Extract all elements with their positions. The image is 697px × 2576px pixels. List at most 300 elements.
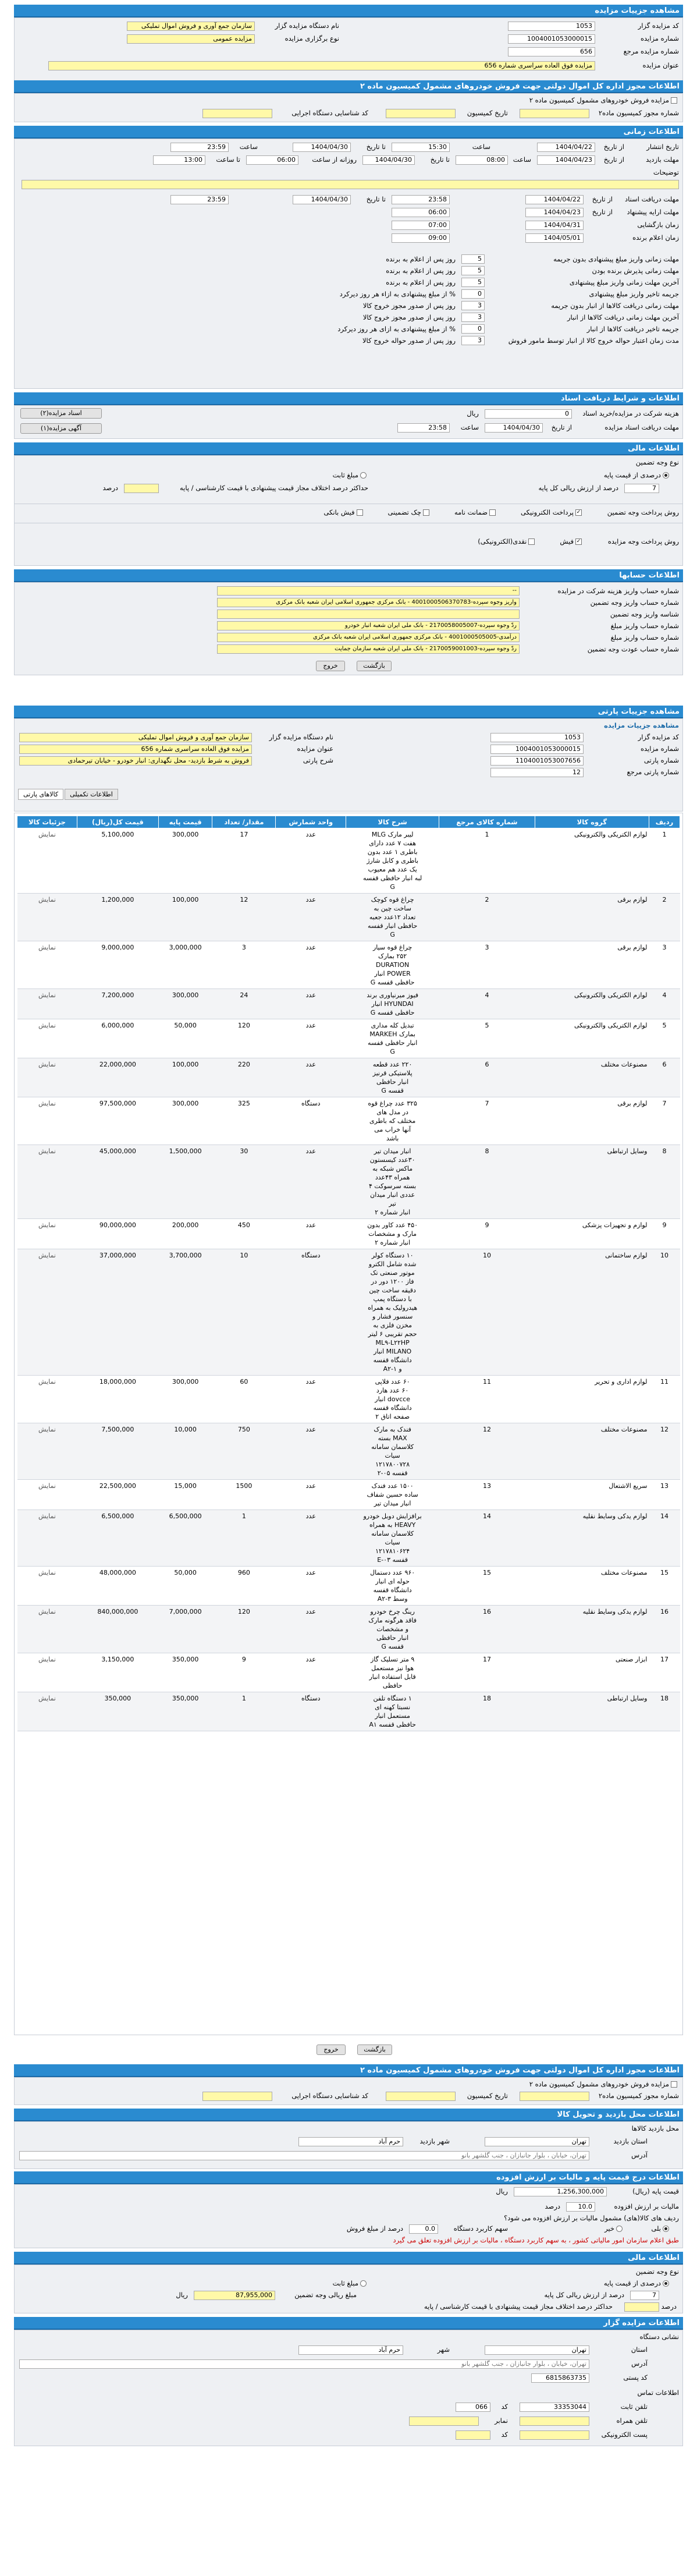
table-cell-q: 1500 bbox=[212, 1480, 276, 1510]
table-cell-t: 22,000,000 bbox=[77, 1058, 158, 1097]
table-cell-g: لوازم یدکی وسایط نقلیه bbox=[535, 1606, 649, 1653]
table-cell-t: 5,100,000 bbox=[77, 828, 158, 894]
details-link[interactable]: نمایش bbox=[17, 1653, 77, 1692]
table-cell-p: 100,000 bbox=[158, 1058, 212, 1097]
duration-row bbox=[19, 288, 682, 300]
label: آدرس bbox=[631, 2151, 648, 2159]
label: محل بازدید کالاها bbox=[631, 2124, 679, 2132]
table-cell-n: 7 bbox=[649, 1097, 680, 1145]
label: شماره مزایده bbox=[641, 34, 679, 42]
checkbox[interactable] bbox=[357, 509, 363, 516]
guarantee-percent-radio-2[interactable] bbox=[604, 2279, 671, 2287]
account-row bbox=[15, 620, 682, 632]
duration-value: 0 bbox=[461, 289, 485, 299]
details-link[interactable]: نمایش bbox=[17, 1058, 77, 1097]
section-header: اطلاعات مالی bbox=[14, 442, 683, 455]
label: روز پس از صدور حواله خروج کالا bbox=[362, 336, 456, 345]
label: شماره حساب واریز مبلغ bbox=[610, 633, 679, 642]
details-link[interactable]: نمایش bbox=[17, 828, 77, 894]
table-cell-d: چراغ قوه کوچک ساخت چین به تعداد ۱۲عدد جعبه حافظی انبار قفسه G bbox=[346, 894, 439, 941]
table-cell-n: 16 bbox=[649, 1606, 680, 1653]
table-cell-p: 300,000 bbox=[158, 1376, 212, 1423]
tab-party-items[interactable]: کالاهای پارتی bbox=[18, 789, 63, 800]
label: استان بازدید bbox=[613, 2137, 648, 2145]
table-cell-r: 18 bbox=[439, 1692, 535, 1731]
label: زمان اعلام برنده bbox=[632, 233, 679, 242]
auction-documents-button[interactable]: اسناد مزایده(۲) bbox=[20, 408, 102, 419]
label: شهر bbox=[437, 2345, 450, 2354]
table-cell-q: 60 bbox=[212, 1376, 276, 1423]
checkbox[interactable] bbox=[671, 2081, 677, 2088]
label: سهم کاربرد دستگاه bbox=[453, 2224, 508, 2233]
tax-note: طبق اعلام سازمان امور مالیاتی کشور ، به سهم کاربرد دستگاه ، مالیات بر ارزش افزوده تعلق می گیرد bbox=[393, 2236, 679, 2244]
table-cell-g: لوازم الکتریکی والکترونیکی bbox=[535, 989, 649, 1019]
checkbox[interactable] bbox=[671, 97, 677, 104]
table-cell-n: 9 bbox=[649, 1219, 680, 1249]
table-cell-g: لوازم برقی bbox=[535, 894, 649, 941]
label: کد bbox=[501, 2403, 508, 2411]
details-link[interactable]: نمایش bbox=[17, 1219, 77, 1249]
table-header-cell: جزئیات کالا bbox=[17, 816, 77, 828]
table-cell-t: 22,500,000 bbox=[77, 1480, 158, 1510]
label: از تاریخ bbox=[592, 195, 613, 203]
checkbox[interactable]: ✓ bbox=[576, 509, 581, 515]
table-cell-p: 350,000 bbox=[158, 1692, 212, 1731]
section-header: اطلاعات محل بازدید و تحویل کالا bbox=[14, 2109, 683, 2121]
label: ریال bbox=[496, 2187, 508, 2195]
table-cell-r: 15 bbox=[439, 1567, 535, 1606]
durations-list bbox=[19, 253, 682, 346]
label: کد پستی bbox=[623, 2373, 648, 2382]
table-row bbox=[17, 1480, 680, 1510]
table-cell-u: عدد bbox=[276, 941, 346, 989]
duration-row bbox=[19, 323, 682, 335]
table-cell-r: 10 bbox=[439, 1249, 535, 1376]
table-cell-t: 1,200,000 bbox=[77, 894, 158, 941]
table-cell-t: 840,000,000 bbox=[77, 1606, 158, 1653]
duration-row bbox=[19, 265, 682, 277]
table-cell-g: وسایل ارتباطی bbox=[535, 1692, 649, 1731]
table-header-cell: واحد شمارش bbox=[276, 816, 346, 828]
table-cell-d: ۱ دستگاه تلفن نسبتا کهنه ای مستعمل انبار حافظی قفسه A۱ bbox=[346, 1692, 439, 1731]
duration-row bbox=[19, 300, 682, 311]
table-cell-g: مصنوعات مختلف bbox=[535, 1058, 649, 1097]
table-cell-t: 97,500,000 bbox=[77, 1097, 158, 1145]
announce-time: 09:00 bbox=[392, 233, 450, 243]
label: تاریخ انتشار bbox=[646, 143, 679, 151]
table-cell-d: ۹۶۰ عدد دستمال حوله ای انبار دانشگاه قفسه وسط A۲-۳ bbox=[346, 1567, 439, 1606]
label: درصد از مبلغ فروش bbox=[346, 2224, 403, 2233]
permit-date-field-2 bbox=[386, 2092, 456, 2101]
table-cell-q: 325 bbox=[212, 1097, 276, 1145]
guarantee-fixed-radio[interactable] bbox=[333, 471, 368, 479]
details-link[interactable]: نمایش bbox=[17, 1376, 77, 1423]
details-link[interactable]: نمایش bbox=[17, 1423, 77, 1480]
table-cell-r: 6 bbox=[439, 1058, 535, 1097]
guarantee-percent-radio[interactable] bbox=[604, 471, 671, 479]
label: درصدی از قیمت پایه bbox=[603, 471, 661, 479]
auction-type-field: مزایده عمومی bbox=[127, 34, 255, 44]
label: شماره حساب واریز هزینه شرکت در مزایده bbox=[557, 587, 679, 595]
table-cell-n: 8 bbox=[649, 1145, 680, 1219]
back-button-2[interactable]: بازگشت bbox=[357, 2044, 392, 2055]
table-cell-g: سریع الاشتعال bbox=[535, 1480, 649, 1510]
radio[interactable] bbox=[616, 2226, 623, 2232]
payment-option[interactable] bbox=[454, 508, 497, 520]
details-link[interactable]: نمایش bbox=[17, 1567, 77, 1606]
label: از تاریخ bbox=[551, 423, 572, 431]
duration-row bbox=[19, 277, 682, 288]
table-row bbox=[17, 941, 680, 989]
table-cell-t: 7,500,000 bbox=[77, 1423, 158, 1480]
table-cell-d: تبدیل کله مداری بمارک MARKEH انبار حافظی قفسه G bbox=[346, 1019, 439, 1058]
details-link[interactable]: نمایش bbox=[17, 1692, 77, 1731]
party-reference-number: 12 bbox=[490, 768, 584, 777]
label: مزایده فروش خودروهای مشمول کمیسیون ماده ۲ bbox=[529, 2080, 669, 2088]
checkbox[interactable] bbox=[528, 538, 535, 545]
doc-deadline-time: 23:58 bbox=[397, 423, 450, 433]
auctioneer-code-field: 1053 bbox=[508, 22, 595, 31]
visit-to-date: 1404/04/30 bbox=[362, 155, 415, 165]
label: استان bbox=[631, 2345, 648, 2354]
label: مهلت زمانی واریز مبلغ پیشنهادی بدون جریمه bbox=[553, 255, 679, 263]
label: ریال bbox=[176, 2291, 188, 2299]
opening-date: 1404/04/31 bbox=[525, 221, 584, 230]
table-cell-p: 10,000 bbox=[158, 1423, 212, 1480]
items-table-container bbox=[14, 813, 683, 2035]
table-row bbox=[17, 1058, 680, 1097]
radio[interactable] bbox=[360, 2280, 367, 2287]
tax-yes-radio[interactable] bbox=[651, 2224, 671, 2233]
table-row bbox=[17, 1145, 680, 1219]
party-auctioneer-name: سازمان جمع آوری و فروش اموال تملیکی bbox=[19, 733, 252, 742]
table-cell-r: 1 bbox=[439, 828, 535, 894]
table-cell-d: ۴۵۰ عدد کاور بدون مارک و مشخصات انبار شماره ۲ bbox=[346, 1219, 439, 1249]
label: نوع برگزاری مزایده bbox=[285, 34, 339, 42]
guarantee-fixed-radio-2[interactable] bbox=[333, 2279, 368, 2287]
label: مزایده فروش خودروهای مشمول کمیسیون ماده ۲ bbox=[529, 96, 669, 104]
table-cell-n: 18 bbox=[649, 1692, 680, 1731]
label: روز پس از صدور مجوز خروج کالا bbox=[362, 302, 456, 310]
label: شماره مزایده مرجع bbox=[623, 47, 679, 55]
account-field: درآمدی-4001000505005 - بانک مرکزی جمهوری اسلامی ایران شعبه بانک مرکزی bbox=[217, 633, 520, 642]
table-row bbox=[17, 1692, 680, 1731]
label: تا تاریخ bbox=[366, 195, 386, 203]
table-cell-u: عدد bbox=[276, 1376, 346, 1423]
table-cell-p: 15,000 bbox=[158, 1480, 212, 1510]
label: اطلاعات تماس bbox=[637, 2389, 679, 2397]
table-header-cell: شماره کالای مرجع bbox=[439, 816, 535, 828]
table-header-cell: گروه کالا bbox=[535, 816, 649, 828]
table-row bbox=[17, 1249, 680, 1376]
visit-from-time: 08:00 bbox=[456, 155, 508, 165]
payment-option[interactable] bbox=[323, 508, 364, 520]
radio[interactable] bbox=[663, 472, 669, 479]
bottom-buttons bbox=[14, 2041, 683, 2058]
table-cell-d: برافزایش دوبل خودرو HEAVY به همراه کلاسمان سامانه سیات ۱۲۱۷۸۱۰۶۲۴ قفسه ۰۳-E bbox=[346, 1510, 439, 1567]
label: مدت زمان اعتبار حواله خروج کالا از انبار توسط مامور فروش bbox=[508, 336, 679, 345]
table-cell-g: مصنوعات مختلف bbox=[535, 1567, 649, 1606]
details-link[interactable]: نمایش bbox=[17, 941, 77, 989]
table-row bbox=[17, 1219, 680, 1249]
label: آخرین مهلت زمانی واریز مبلغ پیشنهادی bbox=[569, 278, 679, 286]
label: شماره مزایده bbox=[641, 745, 679, 753]
label: ساعت bbox=[513, 155, 531, 164]
label: هزینه شرکت در مزایده/خرید اسناد bbox=[582, 409, 679, 417]
label: از تاریخ bbox=[592, 208, 613, 216]
label: مهلت بازدید bbox=[646, 155, 679, 164]
label: تا تاریخ bbox=[366, 143, 386, 151]
exit-button[interactable]: خروج bbox=[316, 661, 345, 671]
label: چک تضمینی bbox=[387, 508, 421, 516]
table-cell-d: لیبر مارک MLG هفت ۷ عدد دارای باطری ۱ عدد بدون باطری و کابل شارژ یک عدد هم معیوب لبه انبار حافظی قفسه G bbox=[346, 828, 439, 894]
label: پست الکترونیکی bbox=[601, 2430, 648, 2439]
table-cell-u: عدد bbox=[276, 1058, 346, 1097]
agency-code-field bbox=[202, 109, 272, 118]
label: شماره پارتی bbox=[643, 756, 679, 764]
table-cell-p: 100,000 bbox=[158, 894, 212, 941]
payment-option[interactable] bbox=[388, 508, 431, 520]
label: نمابر bbox=[495, 2416, 508, 2425]
label: درصد bbox=[661, 2302, 677, 2311]
party-details-section bbox=[14, 706, 683, 812]
table-cell-g: لوازم الکتریکی والکترونیکی bbox=[535, 828, 649, 894]
table-cell-q: 1 bbox=[212, 1510, 276, 1567]
back-button[interactable]: بازگشت bbox=[357, 661, 392, 671]
label: ساعت bbox=[472, 143, 490, 151]
opening-time: 07:00 bbox=[392, 221, 450, 230]
max-diff-field bbox=[124, 484, 159, 493]
table-cell-t: 90,000,000 bbox=[77, 1219, 158, 1249]
radio[interactable] bbox=[360, 472, 367, 479]
doc-deadline-date: 1404/04/30 bbox=[485, 423, 543, 433]
accounts-list bbox=[15, 585, 682, 655]
account-field: ردّ وجوه سپرده-2170059001003 - بانک ملی ایران شعبه سازمان جمایت bbox=[217, 644, 520, 654]
table-cell-q: 120 bbox=[212, 1019, 276, 1058]
agency-code-field-2 bbox=[202, 2092, 272, 2101]
radio[interactable] bbox=[663, 2280, 669, 2287]
auction-title-field: مزایده فوق العاده سراسری شماره 656 bbox=[48, 61, 595, 70]
duration-value: 3 bbox=[461, 336, 485, 345]
table-cell-r: 8 bbox=[439, 1145, 535, 1219]
label: خیر bbox=[604, 2224, 614, 2233]
details-link[interactable]: نمایش bbox=[17, 1097, 77, 1145]
label: شناسه واریز وجه تضمین bbox=[610, 610, 679, 618]
label: کد مزایده گزار bbox=[638, 733, 679, 741]
table-cell-d: ۱۰ دستگاه کولر شده شامل الکترو موتور صنعتی تک فاز ۱۲۰۰ دور در دقیقه ساخت چین با دستگاه پمپ هیدرولیک به همراه سنسور فشار و مخزن فلزی به حجم تقریبی ۶ لیتر ML۹-L۲۲HP MILANO انبار دانشگاه قفسه و A۲-۱ bbox=[346, 1249, 439, 1376]
payment-option[interactable] bbox=[560, 537, 584, 549]
table-cell-d: ۲۲۰ عدد قطعه پلاستیکی قرنیز انبار حافظی قفسه G bbox=[346, 1058, 439, 1097]
table-cell-u: عدد bbox=[276, 1510, 346, 1567]
table-row bbox=[17, 1567, 680, 1606]
table-cell-d: ۹ متر تسلیک گاز هوا نیز مستعمل قابل استفاده انبار حافظی bbox=[346, 1653, 439, 1692]
payment-option[interactable] bbox=[521, 508, 584, 520]
details-link[interactable]: نمایش bbox=[17, 1019, 77, 1058]
label: روش پرداخت وجه تضمین bbox=[607, 508, 679, 516]
details-link[interactable]: نمایش bbox=[17, 894, 77, 941]
permit-section bbox=[14, 80, 683, 122]
table-cell-t: 9,000,000 bbox=[77, 941, 158, 989]
table-cell-r: 17 bbox=[439, 1653, 535, 1692]
financial-section bbox=[14, 442, 683, 566]
checkbox[interactable] bbox=[423, 509, 429, 516]
table-cell-q: 960 bbox=[212, 1567, 276, 1606]
table-header-cell: ردیف bbox=[649, 816, 680, 828]
label: تا ساعت bbox=[216, 155, 240, 164]
permit-number-field-2 bbox=[520, 2092, 589, 2101]
table-cell-g: لوازم ساختمانی bbox=[535, 1249, 649, 1376]
items-table bbox=[17, 816, 680, 1731]
checkbox[interactable] bbox=[489, 509, 496, 516]
table-cell-t: 48,000,000 bbox=[77, 1567, 158, 1606]
table-cell-u: عدد bbox=[276, 1219, 346, 1249]
auction-number-field: 1004001053000015 bbox=[508, 34, 595, 44]
table-cell-g: مصنوعات مختلف bbox=[535, 1423, 649, 1480]
account-row bbox=[15, 632, 682, 643]
doc-from-date: 1404/04/22 bbox=[525, 195, 584, 204]
label: حداکثر درصد اختلاف مجاز قیمت پیشنهادی با قیمت کارشناسی / پایه bbox=[424, 2302, 613, 2311]
table-cell-p: 50,000 bbox=[158, 1019, 212, 1058]
tax-no-radio[interactable] bbox=[604, 2224, 624, 2233]
exit-button-2[interactable]: خروج bbox=[317, 2044, 346, 2055]
table-cell-r: 7 bbox=[439, 1097, 535, 1145]
table-cell-q: 120 bbox=[212, 1606, 276, 1653]
auctioneer-name-field: سازمان جمع آوری و فروش اموال تملیکی bbox=[127, 22, 255, 31]
publish-from-date: 1404/04/22 bbox=[537, 143, 595, 152]
usage-share-field: 0.0 bbox=[409, 2224, 438, 2234]
details-link[interactable]: نمایش bbox=[17, 1510, 77, 1567]
details-link[interactable]: نمایش bbox=[17, 1145, 77, 1219]
label: کد شناسایی دستگاه اجرایی bbox=[291, 109, 368, 117]
guarantee-percent-field-2: 7 bbox=[630, 2291, 659, 2300]
table-cell-u: عدد bbox=[276, 989, 346, 1019]
table-cell-d: ۳۲۵ عدد چراغ قوه در مدل های مختلف که باطری آنها خراب می باشد bbox=[346, 1097, 439, 1145]
section-header: اطلاعات مجوز اداره کل اموال دولتی جهت فروش خودروهای مشمول کمیسیون ماده ۲ bbox=[14, 80, 683, 93]
table-cell-r: 3 bbox=[439, 941, 535, 989]
label: روز پس از اعلام به برنده bbox=[386, 267, 456, 275]
guarantee-payment-options bbox=[223, 508, 584, 520]
permit-date-field bbox=[386, 109, 456, 118]
label: پرداخت الکترونیکی bbox=[521, 508, 574, 516]
table-cell-n: 17 bbox=[649, 1653, 680, 1692]
party-description: فروش به شرط بازدید- محل نگهداری: انبار خودرو - خیابان تیرحمادی bbox=[19, 756, 252, 766]
visit-daily-time: 06:00 bbox=[246, 155, 298, 165]
section-header: مشاهده جزییات مزایده bbox=[14, 5, 683, 17]
table-cell-g: لوازم و تجهیزات پزشکی bbox=[535, 1219, 649, 1249]
phone-field: 33353044 bbox=[520, 2403, 589, 2412]
table-row bbox=[17, 1423, 680, 1480]
area-code-field: 066 bbox=[456, 2403, 490, 2412]
visit-address-field: تهران، خیابان ، بلوار جانبازان ، جنب گلشهر بانو bbox=[19, 2151, 589, 2160]
radio[interactable] bbox=[663, 2226, 669, 2232]
table-cell-n: 5 bbox=[649, 1019, 680, 1058]
table-cell-p: 3,700,000 bbox=[158, 1249, 212, 1376]
table-row bbox=[17, 1510, 680, 1567]
table-cell-q: 750 bbox=[212, 1423, 276, 1480]
details-link[interactable]: نمایش bbox=[17, 1480, 77, 1510]
tab-extra-info[interactable]: اطلاعات تکمیلی bbox=[65, 789, 118, 800]
table-cell-p: 1,500,000 bbox=[158, 1145, 212, 1219]
table-cell-p: 3,000,000 bbox=[158, 941, 212, 989]
table-cell-u: دستگاه bbox=[276, 1097, 346, 1145]
label: فیش بانکی bbox=[323, 508, 355, 516]
table-cell-g: لوازم یدکی وسایط نقلیه bbox=[535, 1510, 649, 1567]
table-row bbox=[17, 1019, 680, 1058]
label: تلفن ثابت bbox=[620, 2403, 648, 2411]
account-row bbox=[15, 585, 682, 597]
table-cell-u: عدد bbox=[276, 894, 346, 941]
details-link[interactable]: نمایش bbox=[17, 1606, 77, 1653]
table-cell-q: 3 bbox=[212, 941, 276, 989]
checkbox[interactable]: ✓ bbox=[576, 538, 581, 544]
area-code-field-2 bbox=[456, 2430, 490, 2440]
account-row bbox=[15, 643, 682, 655]
label: زمان بازگشایی bbox=[637, 221, 679, 229]
permit-checkbox-row[interactable] bbox=[529, 96, 679, 104]
table-row bbox=[17, 989, 680, 1019]
label: شماره مجوز کمیسیون ماده۲ bbox=[598, 2092, 679, 2100]
table-cell-r: 9 bbox=[439, 1219, 535, 1249]
payment-option[interactable] bbox=[478, 537, 536, 549]
sub-header: مشاهده جزییات مزایده bbox=[604, 721, 679, 729]
auctioneer-info-section bbox=[14, 2317, 683, 2446]
table-cell-r: 12 bbox=[439, 1423, 535, 1480]
table-cell-q: 10 bbox=[212, 1249, 276, 1376]
table-cell-r: 4 bbox=[439, 989, 535, 1019]
visit-city-field: حرم آباد bbox=[298, 2137, 403, 2146]
permit-checkbox-row-2[interactable] bbox=[529, 2080, 679, 2088]
price-tax-section bbox=[14, 2171, 683, 2248]
table-cell-u: عدد bbox=[276, 828, 346, 894]
visit-location-section bbox=[14, 2109, 683, 2169]
label: مهلت ارایه پیشنهاد bbox=[627, 208, 679, 216]
table-cell-d: انبار میدان تیر ۳۰عدد کیسستون ماکس شبکه به همراه ۴۳عدد بسته سرسوکت ۴ عددی انبار میدان تیر انبار شماره ۲ bbox=[346, 1145, 439, 1219]
duration-value: 0 bbox=[461, 324, 485, 334]
label: نام دستگاه مزایده گزار bbox=[275, 22, 339, 30]
label: تاریخ کمیسیون bbox=[467, 2092, 508, 2100]
label: درصد bbox=[102, 484, 118, 492]
account-field: -- bbox=[217, 586, 520, 596]
label: عنوان مزایده bbox=[642, 61, 679, 69]
label: توضیحات bbox=[653, 168, 679, 176]
label: شماره حساب واریز مبلغ bbox=[610, 622, 679, 630]
label: عنوان مزایده bbox=[297, 745, 333, 753]
label: تاریخ کمیسیون bbox=[467, 109, 508, 117]
table-cell-g: ابزار صنعتی bbox=[535, 1653, 649, 1692]
label: فیش bbox=[560, 537, 574, 545]
label: تلفن همراه bbox=[616, 2416, 648, 2425]
publish-to-date: 1404/04/30 bbox=[293, 143, 351, 152]
details-link[interactable]: نمایش bbox=[17, 989, 77, 1019]
duration-value: 5 bbox=[461, 254, 485, 264]
label: آدرس bbox=[631, 2359, 648, 2368]
table-cell-n: 15 bbox=[649, 1567, 680, 1606]
zip-field: 6815863735 bbox=[531, 2373, 589, 2383]
label: تا تاریخ bbox=[430, 155, 450, 164]
publish-to-time: 23:59 bbox=[170, 143, 229, 152]
label: شماره پارتی مرجع bbox=[627, 768, 679, 776]
city-field: حرم آباد bbox=[298, 2345, 403, 2355]
accounts-section bbox=[14, 569, 683, 675]
auction-ad-button[interactable]: آگهی مزایده(۱) bbox=[20, 423, 102, 434]
duration-row bbox=[19, 253, 682, 265]
label: مهلت دریافت اسناد مزایده bbox=[604, 423, 679, 431]
table-cell-d: ۶۰ عدد فلاپی ۶۰ عدد هارد dovcce انبار دانشگاه قفسه صفحه اتاق ۲ bbox=[346, 1376, 439, 1423]
table-cell-d: فیوز میرنیاوری برند HYUNDAI انبار حافظی قفسه G bbox=[346, 989, 439, 1019]
details-link[interactable]: نمایش bbox=[17, 1249, 77, 1376]
table-cell-q: 30 bbox=[212, 1145, 276, 1219]
label: ساعت bbox=[460, 423, 479, 431]
